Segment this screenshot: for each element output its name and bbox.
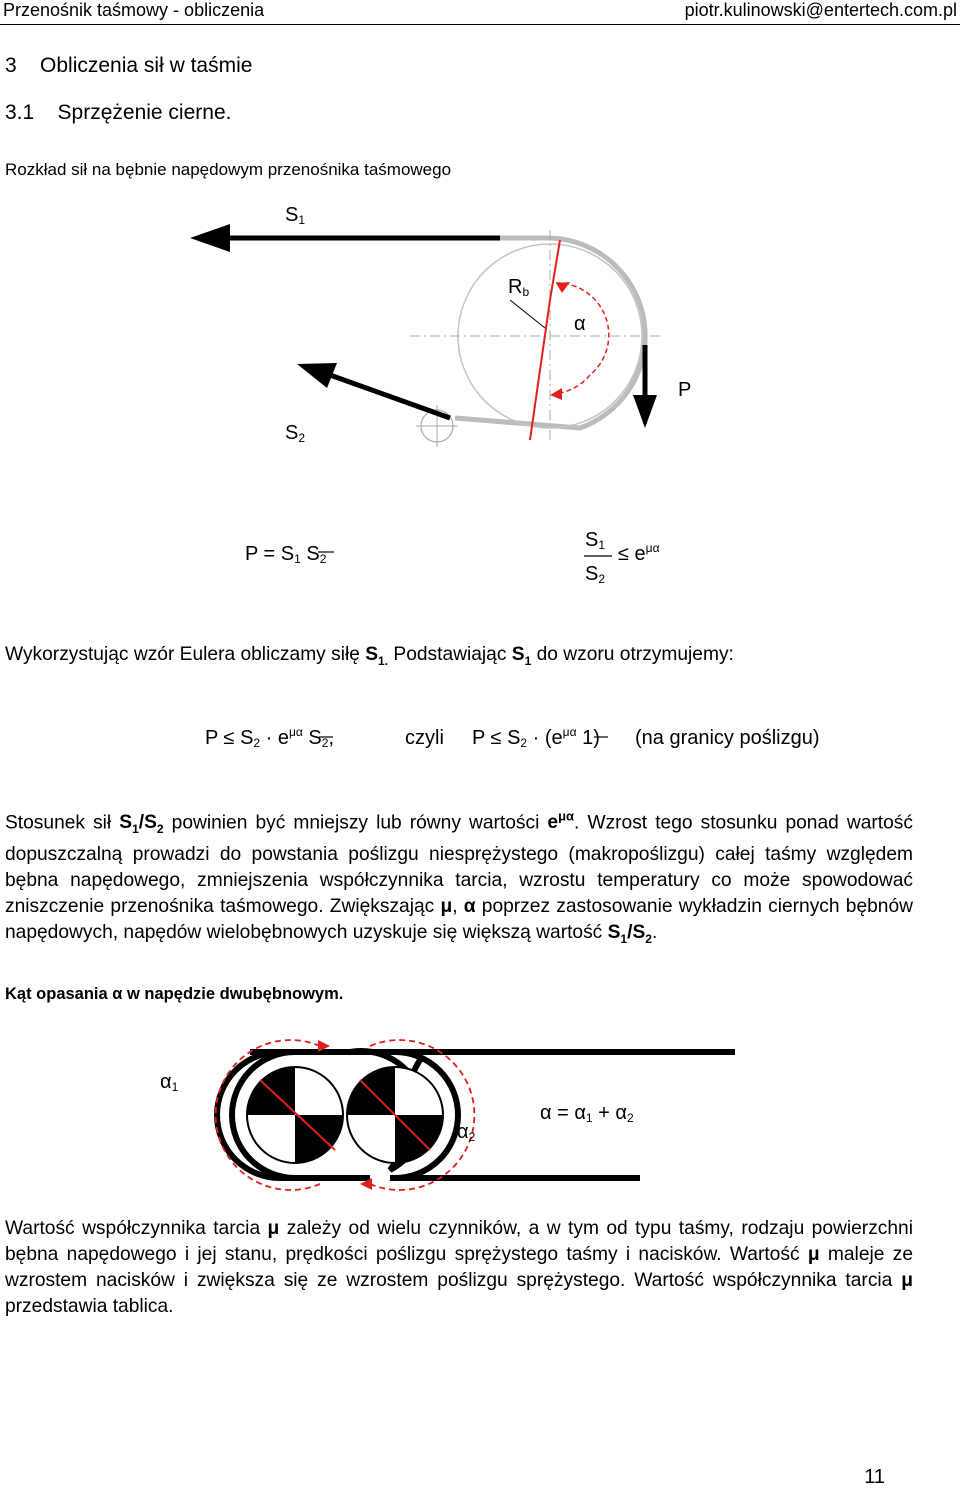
para3-mu-bold-1: μ — [267, 1218, 280, 1239]
page-number: 11 — [864, 1466, 885, 1488]
para3-mu-bold-3: μ — [901, 1270, 913, 1291]
alpha-arc-arrowhead-end — [550, 388, 562, 400]
para2-text5: poprzez zastosowanie wykładzin ciernych bębnów napędowych, napędów wielobębnowych uzyskuje się większą wartość — [5, 896, 914, 944]
para2-ratio2-bold: $S_1/S_2$ — [607, 922, 652, 947]
formula-note: (na granicy poślizgu) — [635, 727, 820, 749]
para2-text4: , — [452, 896, 464, 918]
formula-p-le-s2-paren: $P \le S2 \cdot (e^{\mu\alpha}$ 1) — [472, 725, 600, 750]
radius-line — [530, 300, 550, 440]
radius-line-top — [550, 240, 560, 300]
rb-arrow-line — [510, 300, 545, 328]
figure-drive-forces — [0, 195, 960, 455]
para2-ratio-bold: $S_1/S_2$ — [119, 812, 164, 837]
label-alpha1: α1 — [160, 1071, 179, 1094]
para3-text2: zależy od wielu czynników, a w tym od typu taśmy, rodzaju powierzchni bębna napędowego i jej stanu, prędkości poślizgu sprężystego taśmy i nacisków. Wartość — [5, 1218, 913, 1265]
header-email: piotr.kulinowski@entertech.com.pl — [684, 0, 957, 20]
para3-text4: przedstawia tablica. — [5, 1296, 174, 1317]
formula-p-equals: P = S1 S2 — [245, 543, 327, 566]
para3-mu-bold-2: μ — [807, 1244, 820, 1265]
paragraph-euler — [5, 642, 913, 674]
alpha-arc-arrowhead — [556, 282, 570, 293]
header-title: Przenośnik taśmowy - obliczenia — [3, 0, 265, 20]
para2-text2: powinien być mniejszy lub równy wartości — [163, 812, 548, 834]
figure-two-drum — [0, 1030, 960, 1220]
para2-text6: . — [651, 922, 658, 944]
para1-text2: Podstawiając — [388, 644, 512, 665]
para3-text3: maleje ze wzrostem nacisków i zwiększa się ze wzrostem poślizgu sprężystego. Wartość współczynnika tarcia — [5, 1244, 913, 1291]
para1-text1: Wykorzystując wzór Eulera obliczamy siłę — [5, 644, 366, 665]
formula-alpha-sum: α = α1 + α2 — [540, 1102, 634, 1125]
s2-arrow-shaft — [330, 375, 450, 418]
alpha-arc — [556, 283, 609, 393]
page-header — [0, 0, 960, 25]
label-p: P — [678, 379, 692, 401]
para2-text3: . Wzrost tego stosunku ponad wartość dopuszczalną prowadzi do powstania poślizgu niesprężystego (makropoślizgu) całej taśmy względem bębna napędowego, zmniejszenia współczynnika tarcia, wzrostu temperatury co może spowodować zniszczenie przenośnika taśmowego. Zwiększając — [5, 812, 913, 918]
s2-arrow-head — [297, 363, 337, 388]
para2-text1: Stosunek sił — [5, 812, 120, 834]
drum1-sector-b — [295, 1115, 343, 1163]
p-arrow-head — [633, 395, 657, 428]
para2-alpha-bold: α — [463, 896, 476, 918]
label-s1: S1 — [285, 204, 306, 227]
label-rb: Rb — [508, 276, 530, 299]
paragraph-ratio — [5, 804, 913, 952]
formula-p-le-s2-e: $P \le S2 \cdot e^{\mu\alpha}$ S2, — [205, 725, 335, 750]
para1-bold-s2: $S_1$ — [511, 644, 532, 668]
formula-fraction-den: S2 — [585, 563, 606, 586]
formula-fraction-num: S1 — [585, 529, 606, 552]
para1-bold-s: $S_{1.}$ — [365, 644, 389, 668]
formula-row-2 — [0, 705, 960, 765]
subsection-title: 3.1 Sprzężenie cierne. — [5, 101, 232, 124]
para2-e-bold: $e^{\mu\alpha}$ — [547, 809, 575, 834]
heading-two-drum: Kąt opasania α w napędzie dwubębnowym. — [5, 985, 344, 1003]
section-title: 3 Obliczenia sił w taśmie — [5, 54, 253, 77]
label-s2: S2 — [285, 422, 306, 445]
label-alpha: α — [574, 313, 586, 335]
formula-row-1 — [0, 520, 960, 590]
label-alpha2: α2 — [457, 1121, 476, 1144]
s1-arrow-head — [190, 224, 230, 252]
para3-text1: Wartość współczynnika tarcia — [5, 1218, 268, 1239]
figure1-caption: Rozkład sił na bębnie napędowym przenośnika taśmowego — [5, 160, 452, 179]
para1-text3: do wzoru otrzymujemy: — [531, 644, 734, 665]
formula-czyli: czyli — [405, 727, 444, 749]
formula-le-e: ≤ $e^{\mu\alpha}$ — [618, 541, 660, 565]
paragraph-friction — [5, 1216, 913, 1320]
para2-mu-bold: μ — [440, 896, 453, 918]
